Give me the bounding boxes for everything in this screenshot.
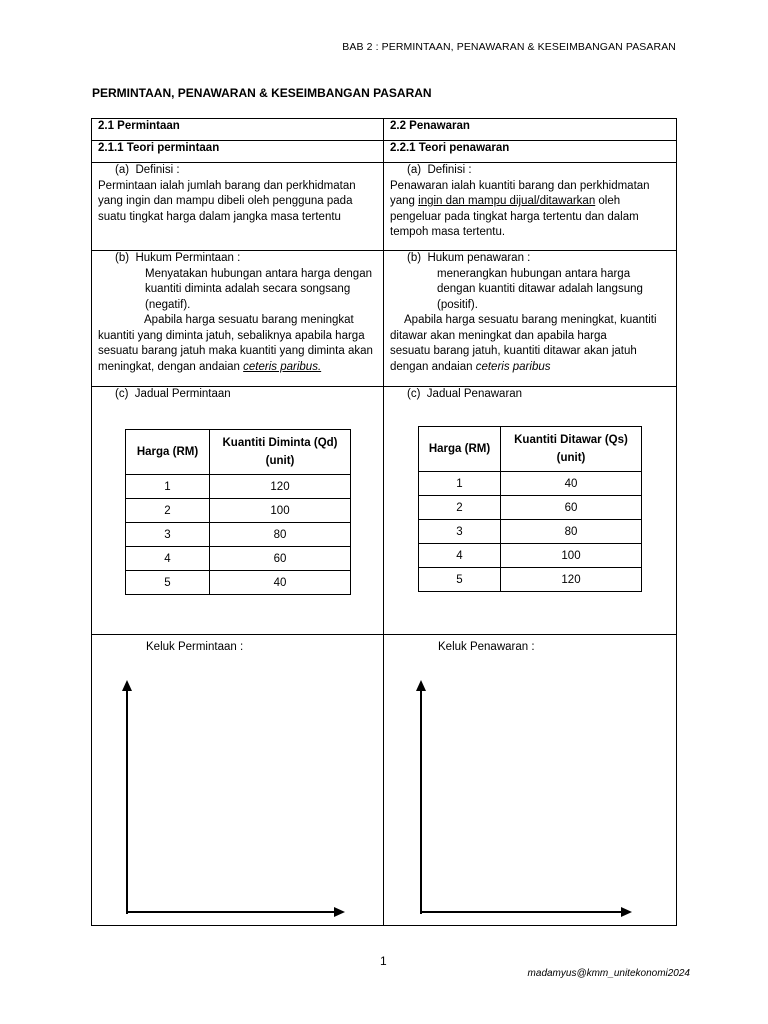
definition-cell-penawaran	[384, 163, 677, 251]
x-axis-arrow-icon	[334, 907, 345, 917]
law-paragraph-line: sesuatu barang jatuh maka kuantiti yang diminta akan	[98, 345, 373, 357]
definition-line: suatu tingkat harga dalam jangka masa tertentu	[98, 210, 341, 223]
supply-curve-axes	[408, 678, 638, 918]
subsection-teori-penawaran: 2.2.1 Teori penawaran	[384, 141, 677, 163]
running-header: BAB 2 : PERMINTAAN, PENAWARAN & KESEIMBANGAN PASARAN	[342, 41, 676, 53]
table-row: 1 40	[419, 472, 642, 496]
definition-line: tempoh masa tertentu.	[390, 226, 506, 238]
law-cell-permintaan	[92, 251, 384, 387]
page-number: 1	[380, 954, 387, 968]
table-row: 3 80	[126, 523, 351, 547]
x-axis-arrow-icon	[621, 907, 632, 917]
document-title: PERMINTAAN, PENAWARAN & KESEIMBANGAN PASARAN	[92, 86, 432, 100]
curve-label: Keluk Permintaan :	[146, 641, 244, 653]
table-row: 1 120	[126, 475, 351, 499]
law-line: (positif).	[437, 298, 478, 311]
underlined-phrase: ingin dan mampu dijual/ditawarkan	[418, 195, 596, 207]
ceteris-paribus-text: ceteris paribus	[475, 360, 551, 373]
demand-schedule	[125, 429, 351, 595]
law-line: menerangkan hubungan antara harga	[437, 267, 631, 280]
y-axis-arrow-icon	[122, 680, 132, 691]
subsection-teori-permintaan: 2.1.1 Teori permintaan	[92, 141, 384, 163]
definition-label: (a) Definisi :	[115, 164, 180, 176]
law-paragraph-line: Apabila harga sesuatu barang meningkat	[144, 314, 354, 326]
section-heading-permintaan: 2.1 Permintaan	[92, 119, 384, 141]
section-heading-penawaran: 2.2 Penawaran	[384, 119, 677, 141]
definition-line: yang ingin dan mampu dibeli oleh pengguna pada	[98, 195, 353, 207]
curve-label: Keluk Penawaran :	[438, 641, 535, 653]
table-row: 5 40	[126, 571, 351, 595]
law-label: (b) Hukum penawaran :	[407, 252, 531, 264]
law-paragraph-line: meningkat, dengan andaian ceteris paribus.	[98, 360, 322, 373]
definition-line: Penawaran ialah kuantiti barang dan perkhidmatan	[390, 179, 650, 192]
definition-line: yang ingin dan mampu dijual/ditawarkan oleh	[390, 195, 621, 207]
law-line: kuantiti diminta adalah secara songsang	[145, 283, 351, 295]
col-header-kuantiti-ditawar: Kuantiti Ditawar (Qs) (unit)	[501, 427, 642, 472]
y-axis-arrow-icon	[416, 680, 426, 691]
law-paragraph-line: ditawar akan meningkat dan apabila harga	[390, 329, 607, 342]
definition-label: (a) Definisi :	[407, 164, 472, 176]
law-cell-penawaran	[384, 251, 677, 387]
law-paragraph-line: kuantiti yang diminta jatuh, sebaliknya apabila harga	[98, 329, 365, 342]
table-row: 2 60	[419, 496, 642, 520]
col-header-kuantiti-diminta: Kuantiti Diminta (Qd) (unit)	[210, 430, 351, 475]
law-paragraph-line: dengan andaian ceteris paribus	[390, 360, 551, 373]
law-line: Menyatakan hubungan antara harga dengan	[145, 267, 372, 280]
law-line: (negatif).	[145, 298, 191, 311]
table-row: 4 60	[126, 547, 351, 571]
definition-line: pengeluar pada tingkat harga tertentu dan dalam	[390, 210, 639, 223]
footer-credit: madamyus@kmm_unitekonomi2024	[527, 968, 690, 979]
table-row: 2 100	[126, 499, 351, 523]
schedule-label: (c) Jadual Penawaran	[407, 388, 523, 400]
schedule-label: (c) Jadual Permintaan	[115, 388, 231, 400]
demand-curve-axes	[118, 678, 348, 918]
law-paragraph-line: sesuatu barang jatuh, kuantiti ditawar akan jatuh	[390, 345, 637, 357]
col-header-harga: Harga (RM)	[126, 430, 210, 475]
table-row: 4 100	[419, 544, 642, 568]
table-row: 3 80	[419, 520, 642, 544]
law-paragraph-line: Apabila harga sesuatu barang meningkat, kuantiti	[404, 314, 657, 326]
col-header-harga: Harga (RM)	[419, 427, 501, 472]
definition-line: Permintaan ialah jumlah barang dan perkhidmatan	[98, 179, 356, 192]
ceteris-paribus-text: ceteris paribus.	[243, 360, 322, 373]
supply-schedule	[418, 426, 642, 592]
definition-cell-permintaan	[92, 163, 384, 251]
law-label: (b) Hukum Permintaan :	[115, 252, 241, 264]
table-row: 5 120	[419, 568, 642, 592]
law-line: dengan kuantiti ditawar adalah langsung	[437, 283, 643, 295]
